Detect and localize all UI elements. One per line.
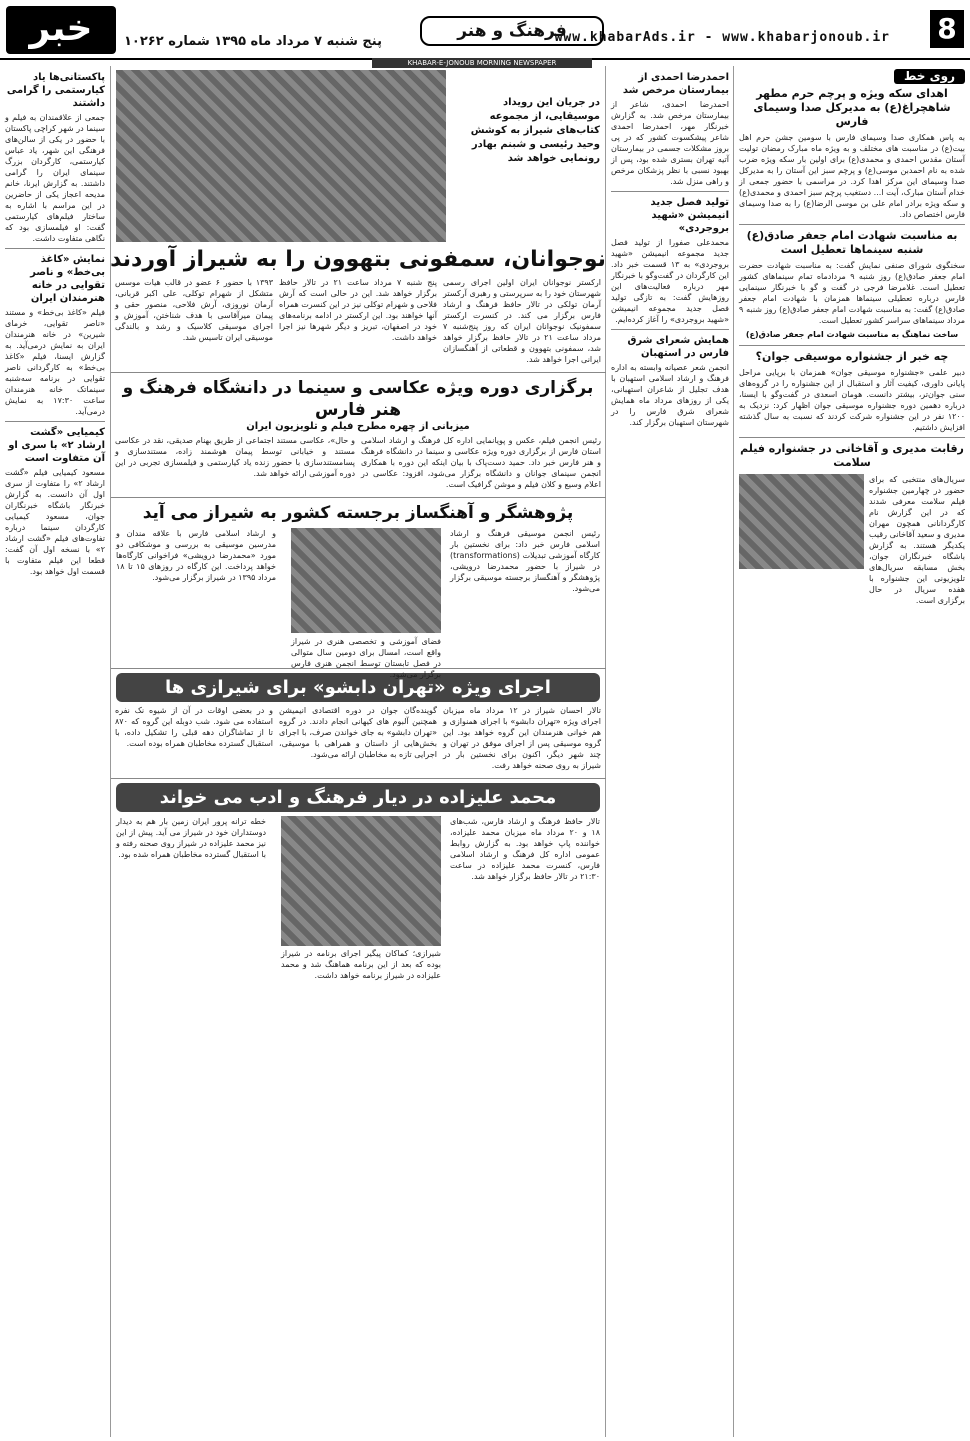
section-title: فرهنگ و هنر — [420, 16, 604, 46]
story-title: همایش شعرای شرق فارس در استهبان — [627, 335, 729, 359]
newspaper-logo: خبر — [6, 6, 116, 54]
story-body: جمعی از علاقمندان به فیلم و سینما در شهر کراچی پاکستان با حضور در یکی از سالن‌های فرهنگی این شهر، یاد عباس کیارستمی، کارگردان بزرگ سینمای ایران را گرامی داشتند. به گزارش ایرنا، خانم مدیحه اعجاز یکی از حاضرین در این مراسم با اشاره به ساختار فیلم‌های کیارستمی گفت: او فیلمسازی بود که نگاهی متفاوت داشت. — [5, 113, 105, 243]
story-body: دبیر علمی «جشنواره موسیقی جوان» همزمان با برپایی مراحل پایانی داوری، کیفیت آثار و استقبال از این جشنواره را در گروه‌های سنی جوان‌تر، بیشتر دانست. هومان اسعدی در گفت‌وگو با ایسنا، درباره دهمین دوره جشنواره موسیقی جوان اظهار کرد: نزدیک به ۱۲۰۰ نفر در این جشنواره شرکت کردند که نسبت به سال گذشته افزایش داشتیم. — [739, 368, 965, 432]
story-title: کیمیایی «گشت ارشاد ۲» با سری او آن متفاوت است — [8, 427, 105, 464]
story-title: اهدای سکه ویژه و پرچم حرم مطهر شاهچراغ(ع) به مدیرکل صدا وسیمای فارس — [753, 87, 951, 128]
story-body: سخنگوی شورای صنفی نمایش گفت: به مناسبت شهادت حضرت امام جعفر صادق(ع) روز شنبه ۹ مردادماه تمام سینماهای کشور تعطیل است. غلامرضا فرجی در گفت و گو با خبرنگار سینمایی فارس درباره تعطیلی سینماها همزمان با شهادت امام جعفر صادق(ع) گفت: به مناسبت شهادت امام جعفر صادق(ع) روز شنبه ۹ مرداد سینماهای سراسر کشور تعطیل است. — [739, 261, 966, 325]
story-body: رئیس انجمن فیلم، عکس و پویانمایی اداره کل فرهنگ و ارشاد اسلامی استان فارس از برگزاری دوره ویژه عکاسی و سینما در دانشگاه فرهنگ و هنر فارس خبر داد. حمید دست‌پاک با بیان اینکه این دوره با همکاری انجمن سینمای جوانان و دانشگاه برگزار می‌شود، افزود: عکاسی در اعلام وسیع و کلان فیلم و موشن گرافیک است. — [361, 436, 601, 489]
story-title: نوجوانان، سمفونی بتهوون را به شیراز آوردند — [110, 247, 606, 272]
orchestra-photo — [116, 70, 446, 242]
dateline: پنج شنبه ۷ مرداد ماه ۱۳۹۵ شماره ۱۰۲۶۲ — [124, 34, 382, 49]
photo-caption: در جریان این رویداد موسیقایی، از مجموعه کتاب‌های شیراز به کوشش وحید رئیسی و شبنم بهادر رونمایی خواهد شد — [470, 97, 600, 164]
story-body: تالار احسان شیراز در ۱۲ مرداد ماه میزبان اجرای ویژه «تهران دابشو» با اجرای همنوازی و هم خوانی هنرمندان این گروه خواهد بود. این گروه موسیقی پس از اجرای موفق در تهران و چند شهر دیگر، اکنون برای نخستین بار در شیراز به روی صحنه خواهد رفت. — [443, 706, 601, 770]
story-title: چه خبر از جشنواره موسیقی جوان؟ — [755, 350, 949, 363]
story-body: انجمن شعر عصیانه وابسته به اداره فرهنگ و ارشاد اسلامی استهبان با هدف تجلیل از شاعران استهبانی، یکی از روزهای مرداد ماه همایش شعرای شرق فارس را در شهرستان استهبان برگزار کند. — [611, 363, 729, 427]
story-body: ارکستر نوجوانان ایران اولین اجرای رسمی شهرستان خود را به سرپرستی و رهبری آرکستر آرمان تولکی در تالار حافظ فرهنگ و ارشاد فارس برگزار می کند. در کنسرت ارکستر سمفونیک نوجوانان ایران که روز پنج‌شنبه ۷ مرداد ساعت ۲۱ در تالار حافظ برگزار خواهد شد، سمفونی بتهوون و قطعاتی از آهنگسازان ایرانی اجرا خواهد شد. — [443, 278, 602, 364]
story-title: اجرای ویژه «تهران دابشو» برای شیرازی ها — [116, 673, 600, 702]
story-subtitle: میزبانی از چهره مطرح فیلم و تلویزیون ایران — [246, 421, 470, 432]
story-body: رئیس انجمن موسیقی فرهنگ و ارشاد اسلامی فارس خبر داد: برای نخستین بار کارگاه آموزشی تبدیلات (transformations) در شیراز با حضور محمدرضا درویشی، پژوهشگر و آهنگساز برجسته موسیقی برگزار می‌شود. — [450, 529, 600, 593]
story-body: و در بعضی اوقات در آن از شیوه نک نفره استفاده می شود. شب دوبله این گروه که ۸۷۰ تا از تماشاگران دهه قبلی را تشکیل داده، با استقبال گسترده مخاطبان همراه بوده است. — [115, 706, 273, 748]
left-column — [0, 66, 111, 1437]
story-title: محمد علیزاده در دیار فرهنگ و ادب می خواند — [116, 783, 600, 812]
singer-photo — [281, 816, 441, 946]
photo-caption: فضای آموزشی و تخصصی هنری در شیراز واقع است، امسال برای دومین سال متوالی در فصل تابستان توسط انجمن هنری فارس برگزار می‌شود. — [291, 637, 441, 679]
story-body: تالار حافظ فرهنگ و ارشاد فارس، شب‌های ۱۸ و ۲۰ مرداد ماه میزبان محمد علیزاده، خواننده پاپ خواهد بود. به گزارش روابط عمومی اداره کل فرهنگ و ارشاد اسلامی فارس، کنسرت محمد علیزاده در ساعت ۲۱:۳۰ در تالار حافظ برگزار خواهد شد. — [450, 817, 600, 881]
story-body: پنج شنبه ۷ مرداد ساعت ۲۱ در تالار حافظ برگزار خواهد شد. این در حالی است که آرش فلاحی و شهرام توکلی نیز در این کنسرت همراه آنها خواهند بود. این ارکستر در ادامه برنامه‌های خود در اصفهان، تبریز و دیگر شهرها نیز اجرا خواهد داشت. — [279, 278, 438, 342]
portraits-photo — [739, 474, 864, 569]
story-body: و حال»، عکاسی مستند اجتماعی از طریق بهنام صدیقی، نقد در عکاسی مستند و خیابانی توسط پیمان هوشمند زاده، مستندسازی و پسامستندسازی با حضور زنده یاد کیارستمی و فیلمسازی تجربی در این دوره آموزشی ارائه خواهد شد. — [115, 436, 355, 478]
story-body: خطه ترانه پرور ایران زمین بار هم به دیدار دوستداران خود در شیراز می آید. پیش از این نیز محمد علیزاده در شیراز روی صحنه رفته و با استقبال گسترده مخاطبان همراه شده بود. — [116, 817, 266, 859]
story-body: سریال‌های منتخبی که برای حضور در چهارمین جشنواره فیلم سلامت معرفی شدند که در این گزارش نام کارگردانانی همچون مهران مدیری و سعید آقاخانی رقیب یکدیگر هستند. به گزارش باشگاه خبرنگاران جوان، بخش مسابقه سریال‌های تلویزیونی این جشنواره با هفده سریال در حال برگزاری است. — [869, 475, 965, 605]
website-url[interactable]: www.khabarAds.ir - www.khabarjonoub.ir — [554, 30, 890, 45]
story-title: رقابت مدیری و آقاخانی در جشنواره فیلم سلامت — [740, 442, 964, 469]
story-title: پژوهشگر و آهنگساز برجسته کشور به شیراز می آید — [142, 503, 574, 523]
story-body: گوینده‌گان جوان در دوره اقتصادی انیمیشن همچنین آلبوم های کیهانی انجام دادند. در گروه «تهران دابشو» به جای خواندن صرف، با اجرای بخش‌هایی از داستان و همراهی با موسیقی، اجرایی تازه به مخاطبان ارائه می‌شود. — [279, 706, 437, 759]
story-body: ۱۳۹۳ با حضور ۶ عضو در قالب هیات موسس متشکل از شهرام توکلی، علی اکبر قربانی، آرمان نوروزی، آرش فلاحی، منصور حقی و پیمان میرآقاسی با هدف شناختن، آموزش و اجرای موسیقی کلاسیک و رشد و بالندگی موسیقی ایران تاسیس شد. — [115, 278, 273, 342]
story-title: نمایش «کاغذ بی‌خط» و ناصر تقوایی در خانه هنرمندان ایران — [30, 254, 105, 304]
photo-caption: شیرازی؛ کماکان پیگیر اجرای برنامه در شیراز بوده که بعد از این برنامه هماهنگ شد و محمد علیزاده در شیراز برنامه خواهد داشت. — [281, 949, 441, 980]
story-title: تولید فصل جدید انیمیشن «شهید بروجردی» — [650, 197, 729, 234]
story-body: احمدرضا احمدی، شاعر از بیمارستان مرخص شد. به گزارش خبرنگار مهر، احمدرضا احمدی شاعر پیشکسوت کشور که در پی بروز مشکلات جسمی در بیمارستان آتیه تهران بستری شده بود، پس از بهبود نسبی با نظر پزشکان مرخص و راهی منزل شد. — [611, 100, 729, 186]
story-title: به مناسبت شهادت امام جعفر صادق(ع) شنبه سینماها تعطیل است — [746, 229, 958, 256]
story-body: مسعود کیمیایی فیلم «گشت ارشاد ۲» را متفاوت از سری اول آن دانست. به گزارش خبرنگار باشگاه خبرنگاران جوان، مسعود کیمیایی کارگردان سینما درباره تفاوت‌های فیلم «گشت ارشاد ۲» با نسخه اول آن گفت: قطعا این فیلم متفاوت با قسمت اول خواهد بود. — [5, 468, 105, 576]
story-title: برگزاری دوره ویژه عکاسی و سینما در دانشگاه فرهنگ و هنر فارس — [122, 378, 594, 420]
composer-photo — [291, 528, 441, 633]
story-title: پاکستانی‌ها یاد کیارستمی را گرامی داشتند — [6, 72, 105, 109]
middle-column — [605, 66, 734, 1437]
page-number: 8 — [930, 10, 964, 48]
story-body: فیلم «کاغذ بی‌خط» و مستند «ناصر تقوایی، خرمای شیرین» در خانه هنرمندان ایران به نمایش درمی‌آید. به گزارش ایسنا، فیلم «کاغذ بی‌خط» به کارگردانی ناصر تقوایی در برنامه سه‌شنبه سینماتک خانه هنرمندان ساعت ۱۷:۳۰ به نمایش درمی‌آید. — [5, 308, 105, 416]
right-column — [733, 66, 970, 1437]
story-body: و ارشاد اسلامی فارس با علاقه مندان و مدرسین موسیقی به بررسی و موشکافی دو مورد «محمدرضا درویشی» فراخوانی کارگاه‌ها خواهد پرداخت. این کارگاه در روزهای ۱۵ تا ۱۸ مرداد ۱۳۹۵ در شیراز برگزار می‌شود. — [116, 529, 277, 582]
story-body: به پاس همکاری صدا وسیمای فارس با سومین جشن حرم اهل بیت(ع) در مناسبت های مختلف و به ویژه ماه مبارک رمضان تولیت آستان مقدس احمدی و محمدی(ع) برای اولین بار سکه ویژه ضرب شده به نام احمدبن موسی(ع) و پرچم سبز این آستان را به مدیرکل صدا وسیمای این مرکز اهدا کرد. در مراسمی با حضور جمعی از خدام آستان مبارک، آیت ا... دستغیب پرچم سبز احمدی و محمدی(ع) و سکه ویژه برادر امام علی بن موسی الرضا(ع) را به صدا وسیمای فارس اختصاص داد. — [739, 133, 965, 219]
story-body: محمدعلی صفورا از تولید فصل جدید مجموعه انیمیشن «شهید بروجردی» به ۱۳ قسمت خبر داد. این کارگردان در گفت‌وگو با خبرنگار مهر درباره فعالیت‌های این روزهایش گفت: به تازگی تولید فصل جدید مجموعه انیمیشن «شهید بروجردی» را آغاز کرده‌ایم. — [611, 238, 729, 324]
masthead — [0, 0, 970, 60]
story-title: احمدرضا احمدی از بیمارستان مرخص شد — [622, 72, 729, 96]
ruy-khat-label: روی خط — [894, 69, 965, 84]
center-column — [110, 66, 606, 1437]
story-subhead: ساخت نماهنگ به مناسبت شهادت امام جعفر صادق(ع) — [745, 330, 959, 339]
morning-strip: KHABAR-E-JONOUB MORNING NEWSPAPER — [372, 58, 592, 68]
